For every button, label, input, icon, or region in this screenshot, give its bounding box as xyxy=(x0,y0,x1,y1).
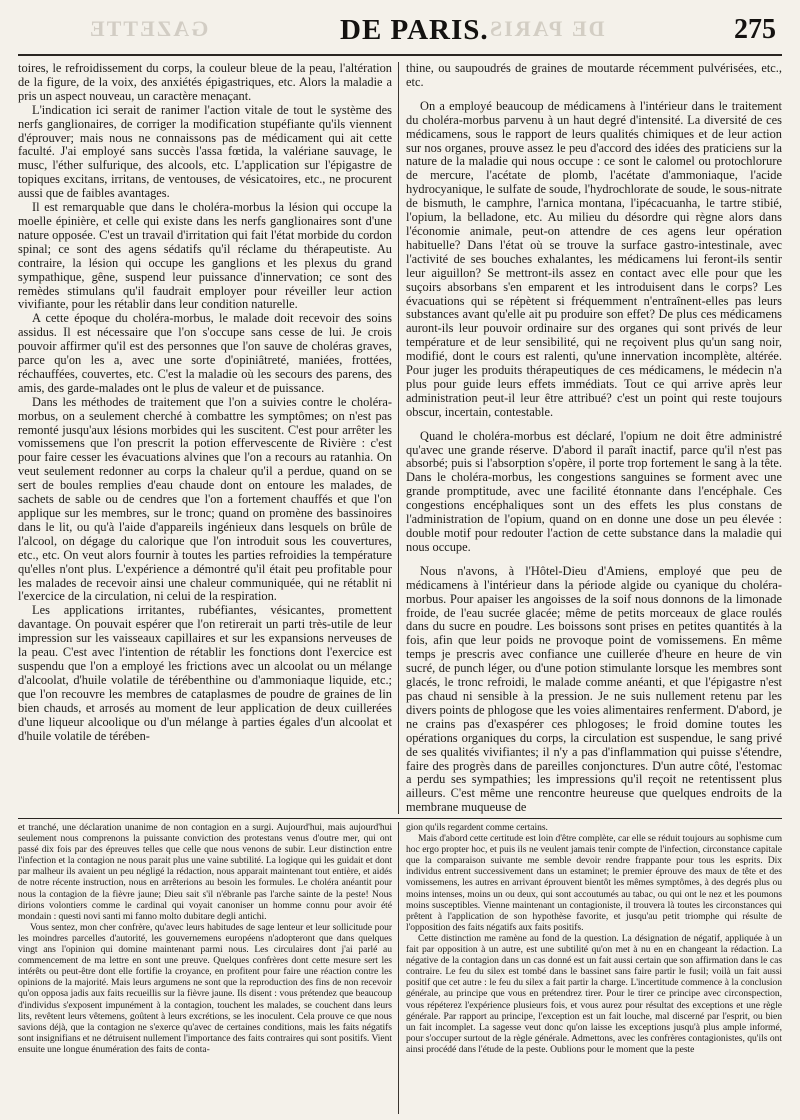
header-rule xyxy=(18,54,782,56)
paragraph: L'indication ici serait de ranimer l'action vitale de tout le système des nerfs ganglionaires, de corriger la modification stupéfiante qu'ils viennent d'éprouver; mais nous ne connaissons pas de médicament qui ait cette faculté. J'ai employé sans succès l'assa fœtida, la valériane sauvage, le musc, l'éther sulfurique, des alcools, etc. L'application sur l'épigastre de topiques excitans, irritans, de ventouses, de vésicatoires, etc., ne procurent aussi que de faibles avantages. xyxy=(18,102,392,201)
paragraph: Vous sentez, mon cher confrère, qu'avec leurs habitudes de sage lenteur et leur sollicitude pour les moindres parcelles d'autorité, les gouvernemens européens n'adopteront que dans quelques vingt ans l'opinion qui domine maintenant parmi nous. Les circulaires dont j'ai parlé au commencement de ma lettre en sont une preuve. Quelques confrères dont cette mesure sert les intérêts ou peut-être dont elle fortifie la croyance, en profitent pour faire une réaction contre les opinions de la majorité. Mais leurs argumens ne sont que la reproduction des fins de non recevoir qu'on opposa jadis aux faits recueillis sur la fièvre jaune. Ils disent : vous prétendez que beaucoup d'individus s'exposent impunément à la contagion, touchent les malades, se couchent dans leurs lits, revêtent leurs vêtemens, goûtent à leurs excrétions, se les inoculent. Cela prouve ce que nous savions déjà, que la contagion ne s'exerce qu'avec de certaines conditions, mais les faits négatifs sont insignifians et ne détruisent nullement l'importance des faits contraires qui sont positifs. Vient ensuite une longue énumération des faits de conta- xyxy=(18,921,392,1055)
paragraph: thine, ou saupoudrés de graines de moutarde récemment pulvérisées, etc., etc. xyxy=(406,62,782,89)
paragraph: toires, le refroidissement du corps, la couleur bleue de la peau, l'altération de la figure, de la voix, des anxiétés épigastriques, etc. Alors la maladie a pris un aspect nouveau, un caractère menaçant. xyxy=(18,62,392,103)
page-header xyxy=(18,10,782,54)
paragraph: A cette époque du choléra-morbus, le malade doit recevoir des soins assidus. Il est nécessaire que l'on s'occupe sans cesse de lui. Je crois pouvoir affirmer qu'il est des personnes que l'on sauve de choléras graves, parce qu'on les a, avec une sorte d'opiniâtreté, maniées, frottées, réchauffées, couvertes, etc. C'est la maladie où les secours des parens, des amis, des garde-malades ont le plus de valeur et de puissance. xyxy=(18,311,392,395)
main-column-right xyxy=(406,62,782,814)
paragraph: et tranché, une déclaration unanime de non contagion en a surgi. Aujourd'hui, mais aujourd'hui seulement nous comprenons la puissante conviction des protestans venus d'outre mer, qui ont passé dix fois par des épreuves telles que celle que nous venons de subir. Leur distinction entre l'infection et la contagion ne nous parait plus une vaine subtilité. La logique qui les guidait et dont par malheur ils avaient un peu négligé la rédaction, nous apparait maintenant tout entière, et aidés de notre récente instruction, nous en arrêterions au besoin les formules. Le choléra anéantit pour nous la contagion de la fièvre jaune; Dieu sait s'il n'ébranle pas l'arche sainte de la peste! Nous dirions volontiers comme le cardinal qui voyait canoniser un homme connu pour avoir été mondain : questi novi santi mi fanno molto dubitare degli antichi. xyxy=(18,822,392,922)
bleed-through-masthead-left: GAZETTE xyxy=(88,16,209,41)
paragraph: Dans les méthodes de traitement que l'on a suivies contre le choléra-morbus, on a seulement cherché à combattre les symptômes; on n'est pas remonté jusqu'aux lésions morbides qui les suscitent. C'est pour arrêter les vomissemens que l'on prescrit la potion effervescente de Rivière : c'est pour faire cesser les évacuations alvines que l'on a recours au ratanhia. On veut seulement redonner au corps la chaleur qu'il a perdue, quand on se sert de boules remplies d'eau chaude dont on entoure les malades, de sachets de sable ou de cendres que l'on a fortement chauffés et que l'on applique sur les membres, sur le tronc; quand on promène des bassinoires dans le lit, ou qu'à l'aide d'appareils ingénieux dans lesquels on brûle de l'alcool, on dégage du calorique que l'on introduit sous les couvertures, etc., etc. On veut alors fournir à toutes les parties refroidies la température qu'elles n'ont plus. L'expérience a démontré qu'il était peu profitable pour les malades de recevoir ainsi une chaleur communiquée, qui ne rétablit ni l'exercice de la circulation, ni celui de la respiration. xyxy=(18,394,392,604)
paragraph: Les applications irritantes, rubéfiantes, vésicantes, promettent davantage. On pouvait espérer que l'on retirerait un parti très-utile de leur impression sur les vaisseaux capillaires et sur les expansions nerveuses de la peau. C'est avec l'intention de rétablir les fonctions dont l'exercice est suspendu que l'on a employé les frictions avec un alcoolat ou un mélange d'alcoolat, d'huile volatile de térébenthine ou d'ammoniaque liquide, etc.; que l'on recouvre les membres de cataplasmes de poudre de graines de lin bien chauds, et arrosés au moment de leur application de deux cuillerées d'une liqueur alcoolique ou d'un mélange à parties égales d'un alcoolat et d'huile volatile de térében- xyxy=(18,603,392,743)
running-title: DE PARIS. xyxy=(340,14,489,46)
paragraph: Quand le choléra-morbus est déclaré, l'opium ne doit être administré qu'avec une grande réserve. D'abord il paraît inactif, parce qu'il n'est pas absorbé; puis si l'absorption s'opère, il porte trop fortement le sang à la tête. Dans le choléra-morbus, les congestions sanguines se forment avec une grande promptitude, avec une facilité étonnante dans l'encéphale. Ces congestions encéphaliques sont un des effets les plus constans de l'administration de l'opium, quand on en donne une dose un peu élevée : double motif pour redouter l'action de cette substance dans la maladie qui nous occupe. xyxy=(406,428,782,554)
feuilleton-rule xyxy=(18,818,782,819)
page-number: 275 xyxy=(734,14,776,45)
paragraph: Il est remarquable que dans le choléra-morbus la lésion qui occupe la moelle épinière, et celle qui existe dans les nerfs ganglionaires sont d'une nature opposée. C'est un travail d'irritation qui fait l'état morbide du cordon spinal; ce sont des agens sédatifs qu'il réclame du thérapeutiste. Au contraire, la lésion qui occupe les ganglions et les plexus du grand sympathique, gêne, suspend leur puissance d'innervation; ce sont des remèdes stimulans qu'il faudrait employer pour réveiller leur action vivifiante, pour les rétablir dans leur condition naturelle. xyxy=(18,200,392,312)
feuilleton-column-right xyxy=(406,822,782,1114)
column-divider xyxy=(398,62,399,814)
paragraph: Nous n'avons, à l'Hôtel-Dieu d'Amiens, employé que peu de médicamens à l'intérieur dans la période algide ou cyanique du choléra-morbus. Pour apaiser les angoisses de la soif nous donnons de la limonade froide, de l'eau sucrée glacée; même de petits morceaux de glace roulés dans du sucre en poudre. Les boissons sont prises en petites quantités à la fois, afin que leur poids ne provoque point de vomissemens. En même temps je prescris avec confiance une cuillerée d'heure en heure de vin sucré, de punch léger, ou d'une potion stimulante lorsque les membres sont glacés, le tronc refroidi, le malade comme anéanti, et que l'épigastre n'est pas chaud ni sensible à la pression. Je ne suis nullement retenu par les divers points de phlogose que les voies alimentaires renferment. D'abord, je ne crains pas d'exaspérer ces phlogoses; le froid domine toutes les opérations organiques du corps, la circulation est suspendue, le sang privé de ses qualités vivifiantes; il n'y a pas d'inflammation qui puisse s'étendre, faire des progrès dans de pareilles conjonctures. D'un autre côté, l'estomac a perdu ses sympathies; les impressions qu'il reçoit ne retentissent plus ailleurs. C'est même une rencontre heureuse que quelques endroits de la membrane muqueuse de xyxy=(406,563,782,814)
paragraph: Cette distinction me ramène au fond de la question. La désignation de négatif, appliquée à un fait par opposition à un autre, est une subtilité qu'on met à nu en en changeant la rédaction. La négative de la contagion dans un cas donné est un fait aussi certain que son affirmation dans le cas contraire. Le feu du silex est tombé dans le bassinet sans faire partir le fusil; voilà un fait aussi positif que cet autre : le feu du silex a fait partir la charge. L'incertitude commence à la conclusion générale, au principe que vous en prétendrez tirer. Pour le tirer ce principe avec circonspection, vous répéterez l'expérience plusieurs fois, et vous aurez pour résultat des exceptions et une règle générale. Par rapport au principe, l'exception est un fait louche, mal discerné par l'esprit, ou bien un fait incomplet. La sagesse veut donc qu'on laisse les exceptions jusqu'à plus ample informé, pour s'occuper surtout de la règle générale. Admettons, avec les confrères contagionistes, qu'ils ont ainsi procédé dans l'étude de la peste. Oublions pour le moment que la peste xyxy=(406,932,782,1055)
bleed-through-masthead-right: DE PARIS xyxy=(488,16,605,41)
paragraph: Mais d'abord cette certitude est loin d'être complète, car elle se réduit toujours au sophisme cum hoc ergo propter hoc, et puis ils ne veulent jamais tenir compte de l'infection, circonstance capitale que la comparaison suivante me semble devoir rendre frappante pour tous les esprits. Dix individus entrent successivement dans un estaminet; le premier éprouve des maux de tête et des vomissemens, les autres en arrivant éprouvent bientôt les mêmes symptômes, à des degrés plus ou moins intenses, moins un ou deux, qui sont accoutumés au tabac, ou qui ont le nez et les poumons moins susceptibles. Vienne maintenant un contagioniste, il trouvera là toutes les circonstances qui prêtent à l'application de son hypothèse favorite, et jusqu'au petit triomphe qui résulte de l'opposition des faits négatifs aux faits positifs. xyxy=(406,833,782,933)
main-column-left xyxy=(18,62,392,814)
main-article xyxy=(18,62,782,814)
paragraph: On a employé beaucoup de médicamens à l'intérieur dans le traitement du choléra-morbus parvenu à un haut degré d'intensité. La diversité de ces médicamens, sous le rapport de leurs qualités chimiques et de leur action sur nos organes, prouve assez le peu d'accord des idées des praticiens sur la nature de la maladie qui nous occupe : ce sont le calomel ou protochlorure de mercure, l'acétate de plomb, l'acétate d'ammoniaque, l'acide hydrocyanique, le sulfate de soude, l'hydrochlorate de soude, le sous-nitrate de bismuth, le camphre, l'arnica montana, l'ipécacuanha, le tartre stibié, l'opium, la belladone, etc. Au milieu du désordre qui règne alors dans l'économie animale, peut-on attendre de ces agens leur opération habituelle? Dans l'état où se trouve la surface gastro-intestinale, avec l'activité de ses bouches exhalantes, les médicamens lui feront-ils sentir leur aiguillon? Se mettront-ils assez en contact avec elle pour que les suçoirs absorbans s'en emparent et les introduisent dans le corps? Les évacuations qui se répètent si fréquemment n'entraînent-elles pas leurs substances avant qu'elle ait pu produire son effet? De plus ces médicamens auront-ils leur pouvoir ordinaire sur des organes qui sont privés de leur température et de leur sensibilité, qui ne reçoivent plus qu'un sang noir, modifié, dont le cours est ralenti, qu'une innervation incomplète, altérée. Pour juger les produits thérapeutiques de ces médicamens, le médecin n'a plus pour guide leurs effets immédiats. Tout ce qui arrive après leur administration peut-il leur être attribué? c'est un point qui reste toujours obscur, incertain, contestable. xyxy=(406,98,782,419)
column-divider xyxy=(398,822,399,1114)
feuilleton-column-left xyxy=(18,822,392,1114)
paragraph: gion qu'ils regardent comme certains. xyxy=(406,822,548,833)
feuilleton-letter xyxy=(18,822,782,1114)
